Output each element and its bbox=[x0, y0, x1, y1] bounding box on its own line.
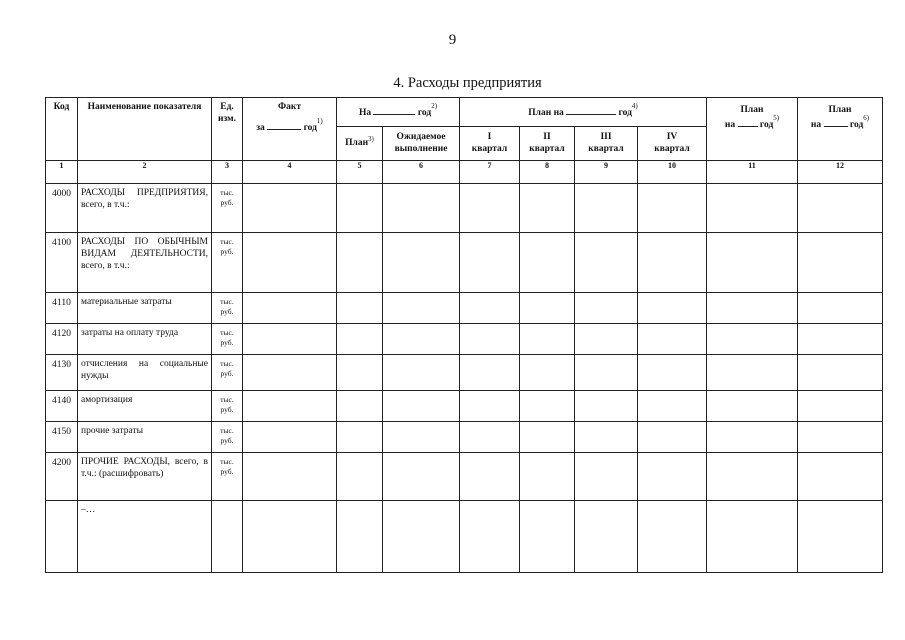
table-cell bbox=[798, 501, 883, 573]
table-cell bbox=[798, 391, 883, 422]
expenses-table bbox=[45, 97, 883, 573]
header-fact-prefix: за bbox=[256, 122, 265, 133]
footnote-2: 2) bbox=[431, 101, 438, 110]
header-q4 bbox=[638, 127, 707, 161]
row-unit bbox=[212, 184, 243, 233]
table-cell bbox=[460, 233, 520, 293]
table-cell bbox=[520, 501, 575, 573]
row-name: материальные затраты bbox=[78, 293, 212, 324]
unit-line: тыс. bbox=[220, 395, 234, 404]
table-row bbox=[46, 501, 883, 573]
column-number: 5 bbox=[337, 161, 383, 184]
table-cell bbox=[638, 233, 707, 293]
header-plan5-prefix: на bbox=[724, 119, 736, 130]
row-code: 4200 bbox=[46, 453, 78, 501]
unit-line: тыс. bbox=[220, 426, 234, 435]
table-row bbox=[46, 422, 883, 453]
table-cell bbox=[243, 391, 337, 422]
table-cell bbox=[638, 453, 707, 501]
header-q3 bbox=[575, 127, 638, 161]
table-cell bbox=[638, 184, 707, 233]
unit-line: руб. bbox=[220, 405, 234, 415]
table-cell bbox=[707, 355, 798, 391]
table-cell bbox=[460, 184, 520, 233]
row-unit bbox=[212, 501, 243, 573]
table-cell bbox=[520, 233, 575, 293]
table-cell bbox=[707, 184, 798, 233]
table-cell bbox=[243, 233, 337, 293]
row-unit bbox=[212, 233, 243, 293]
row-code: 4000 bbox=[46, 184, 78, 233]
table-cell bbox=[638, 324, 707, 355]
header-q3-word: квартал bbox=[588, 143, 624, 154]
header-plan-label: План bbox=[345, 137, 369, 148]
row-name: –… bbox=[78, 501, 212, 573]
table-cell bbox=[638, 293, 707, 324]
table-cell bbox=[707, 293, 798, 324]
header-q1-word: квартал bbox=[471, 143, 508, 154]
table-cell bbox=[707, 422, 798, 453]
current-year-blank bbox=[373, 105, 415, 115]
table-cell bbox=[575, 324, 638, 355]
table-cell bbox=[383, 184, 460, 233]
row-name: РАСХОДЫ ПО ОБЫЧНЫМ ВИДАМ ДЕЯТЕЛЬНОСТИ, всего, в т.ч.: bbox=[78, 233, 212, 293]
row-code: 4100 bbox=[46, 233, 78, 293]
column-number: 9 bbox=[575, 161, 638, 184]
table-cell bbox=[520, 453, 575, 501]
table-cell bbox=[638, 391, 707, 422]
table-cell bbox=[707, 501, 798, 573]
header-plan6-suffix: год bbox=[849, 119, 864, 130]
header-plan6-prefix: на bbox=[810, 119, 822, 130]
header-quarterly-prefix: План на bbox=[528, 107, 564, 118]
column-number: 12 bbox=[798, 161, 883, 184]
page-number: 9 bbox=[448, 32, 457, 48]
footnote-4: 4) bbox=[631, 101, 638, 110]
header-plan bbox=[337, 127, 383, 161]
row-code: 4130 bbox=[46, 355, 78, 391]
table-cell bbox=[520, 422, 575, 453]
row-unit bbox=[212, 391, 243, 422]
footnote-1: 1) bbox=[316, 116, 323, 125]
table-cell bbox=[575, 501, 638, 573]
table-row bbox=[46, 324, 883, 355]
table-cell bbox=[638, 422, 707, 453]
column-number: 2 bbox=[78, 161, 212, 184]
header-q4-roman: IV bbox=[666, 131, 678, 142]
table-cell bbox=[383, 355, 460, 391]
header-expected: Ожидаемое выполнение bbox=[383, 127, 460, 161]
unit-line: руб. bbox=[220, 198, 234, 208]
table-cell bbox=[798, 324, 883, 355]
table-cell bbox=[520, 184, 575, 233]
row-name: РАСХОДЫ ПРЕДПРИЯТИЯ, всего, в т.ч.: bbox=[78, 184, 212, 233]
unit-line: тыс. bbox=[220, 457, 234, 466]
header-plan6-title: План bbox=[828, 105, 852, 115]
header-fact bbox=[243, 98, 337, 161]
header-plan5-title: План bbox=[740, 105, 764, 115]
header-quarterly-suffix: год bbox=[618, 107, 632, 118]
unit-line: руб. bbox=[220, 247, 234, 257]
header-quarterly-plan bbox=[460, 98, 707, 127]
table-cell bbox=[337, 184, 383, 233]
header-plan-5 bbox=[707, 98, 798, 161]
unit-line: тыс. bbox=[220, 359, 234, 368]
table-cell bbox=[707, 233, 798, 293]
table-cell bbox=[337, 501, 383, 573]
table-cell bbox=[460, 293, 520, 324]
row-unit bbox=[212, 293, 243, 324]
row-unit bbox=[212, 453, 243, 501]
unit-line: тыс. bbox=[220, 237, 234, 246]
row-name: амортизация bbox=[78, 391, 212, 422]
column-number: 3 bbox=[212, 161, 243, 184]
column-number-row bbox=[46, 161, 883, 184]
table-row bbox=[46, 293, 883, 324]
table-cell bbox=[575, 293, 638, 324]
header-unit: Ед. изм. bbox=[212, 98, 243, 161]
unit-line: тыс. bbox=[220, 297, 234, 306]
table-cell bbox=[460, 355, 520, 391]
table-cell bbox=[460, 324, 520, 355]
table-cell bbox=[337, 391, 383, 422]
row-name: затраты на оплату труда bbox=[78, 324, 212, 355]
column-number: 10 bbox=[638, 161, 707, 184]
row-name: ПРОЧИЕ РАСХОДЫ, всего, в т.ч.: (расшифровать) bbox=[78, 453, 212, 501]
column-number: 4 bbox=[243, 161, 337, 184]
header-row-1 bbox=[46, 98, 883, 127]
table-cell bbox=[707, 324, 798, 355]
header-q2-roman: II bbox=[543, 131, 551, 142]
unit-line: руб. bbox=[220, 369, 234, 379]
table-row bbox=[46, 233, 883, 293]
header-q2 bbox=[520, 127, 575, 161]
header-plan-6 bbox=[798, 98, 883, 161]
row-code bbox=[46, 501, 78, 573]
table-cell bbox=[243, 184, 337, 233]
table-cell bbox=[383, 324, 460, 355]
section-title: 4. Расходы предприятия bbox=[393, 75, 542, 91]
table-cell bbox=[337, 293, 383, 324]
header-fact-title: Факт bbox=[277, 102, 302, 112]
row-code: 4110 bbox=[46, 293, 78, 324]
header-current-year bbox=[337, 98, 460, 127]
header-code: Код bbox=[46, 98, 78, 161]
footnote-6: 6) bbox=[863, 113, 870, 122]
unit-line: руб. bbox=[220, 467, 234, 477]
plan6-year-blank bbox=[824, 117, 848, 127]
column-number: 8 bbox=[520, 161, 575, 184]
table-cell bbox=[520, 293, 575, 324]
row-unit bbox=[212, 324, 243, 355]
table-cell bbox=[243, 355, 337, 391]
table-cell bbox=[243, 453, 337, 501]
header-q1-roman: I bbox=[487, 131, 492, 142]
table-cell bbox=[337, 422, 383, 453]
table-cell bbox=[638, 355, 707, 391]
row-code: 4150 bbox=[46, 422, 78, 453]
row-code: 4120 bbox=[46, 324, 78, 355]
table-cell bbox=[798, 355, 883, 391]
header-q4-word: квартал bbox=[654, 143, 690, 154]
table-cell bbox=[798, 184, 883, 233]
row-unit bbox=[212, 422, 243, 453]
table-cell bbox=[337, 453, 383, 501]
table-cell bbox=[520, 355, 575, 391]
unit-line: тыс. bbox=[220, 188, 234, 197]
plan5-year-blank bbox=[738, 117, 758, 127]
table-cell bbox=[707, 453, 798, 501]
header-plan5-period bbox=[707, 113, 797, 132]
footnote-3: 3) bbox=[368, 134, 374, 143]
unit-line: тыс. bbox=[220, 328, 234, 337]
table-cell bbox=[575, 184, 638, 233]
table-cell bbox=[520, 324, 575, 355]
table-cell bbox=[337, 355, 383, 391]
table-cell bbox=[575, 453, 638, 501]
header-name: Наименование показателя bbox=[78, 98, 212, 161]
table-cell bbox=[798, 422, 883, 453]
table-cell bbox=[383, 233, 460, 293]
table-cell bbox=[638, 501, 707, 573]
table-cell bbox=[243, 501, 337, 573]
table-cell bbox=[243, 324, 337, 355]
table-row bbox=[46, 184, 883, 233]
unit-line: руб. bbox=[220, 436, 234, 446]
row-code: 4140 bbox=[46, 391, 78, 422]
table-cell bbox=[243, 422, 337, 453]
table-cell bbox=[520, 391, 575, 422]
unit-line: руб. bbox=[220, 307, 234, 317]
column-number: 6 bbox=[383, 161, 460, 184]
header-fact-suffix: год bbox=[303, 122, 317, 133]
table-cell bbox=[798, 293, 883, 324]
table-cell bbox=[460, 453, 520, 501]
table-cell bbox=[383, 391, 460, 422]
table-cell bbox=[798, 453, 883, 501]
header-current-prefix: На bbox=[358, 107, 372, 118]
table-cell bbox=[575, 391, 638, 422]
table-cell bbox=[460, 501, 520, 573]
header-q1 bbox=[460, 127, 520, 161]
header-current-suffix: год bbox=[417, 107, 432, 118]
table-cell bbox=[460, 391, 520, 422]
column-number: 7 bbox=[460, 161, 520, 184]
table-cell bbox=[575, 233, 638, 293]
table-cell bbox=[383, 293, 460, 324]
unit-line: руб. bbox=[220, 338, 234, 348]
table-cell bbox=[243, 293, 337, 324]
table-row bbox=[46, 355, 883, 391]
table-cell bbox=[707, 391, 798, 422]
table-cell bbox=[383, 501, 460, 573]
table-cell bbox=[383, 422, 460, 453]
column-number: 11 bbox=[707, 161, 798, 184]
table-cell bbox=[337, 233, 383, 293]
header-plan5-suffix: год bbox=[759, 119, 774, 130]
table-cell bbox=[798, 233, 883, 293]
table-row bbox=[46, 453, 883, 501]
quarterly-year-blank bbox=[566, 105, 616, 115]
row-name: отчисления на социальные нужды bbox=[78, 355, 212, 391]
header-q2-word: квартал bbox=[529, 143, 565, 154]
row-unit bbox=[212, 355, 243, 391]
row-name: прочие затраты bbox=[78, 422, 212, 453]
header-fact-period bbox=[243, 116, 336, 135]
table-cell bbox=[337, 324, 383, 355]
header-q3-roman: III bbox=[600, 131, 612, 142]
header-plan6-period bbox=[798, 113, 882, 132]
table-cell bbox=[460, 422, 520, 453]
column-number: 1 bbox=[46, 161, 78, 184]
table-cell bbox=[575, 355, 638, 391]
fact-year-blank bbox=[267, 120, 301, 130]
table-cell bbox=[575, 422, 638, 453]
footnote-5: 5) bbox=[773, 113, 780, 122]
table-cell bbox=[383, 453, 460, 501]
table-row bbox=[46, 391, 883, 422]
